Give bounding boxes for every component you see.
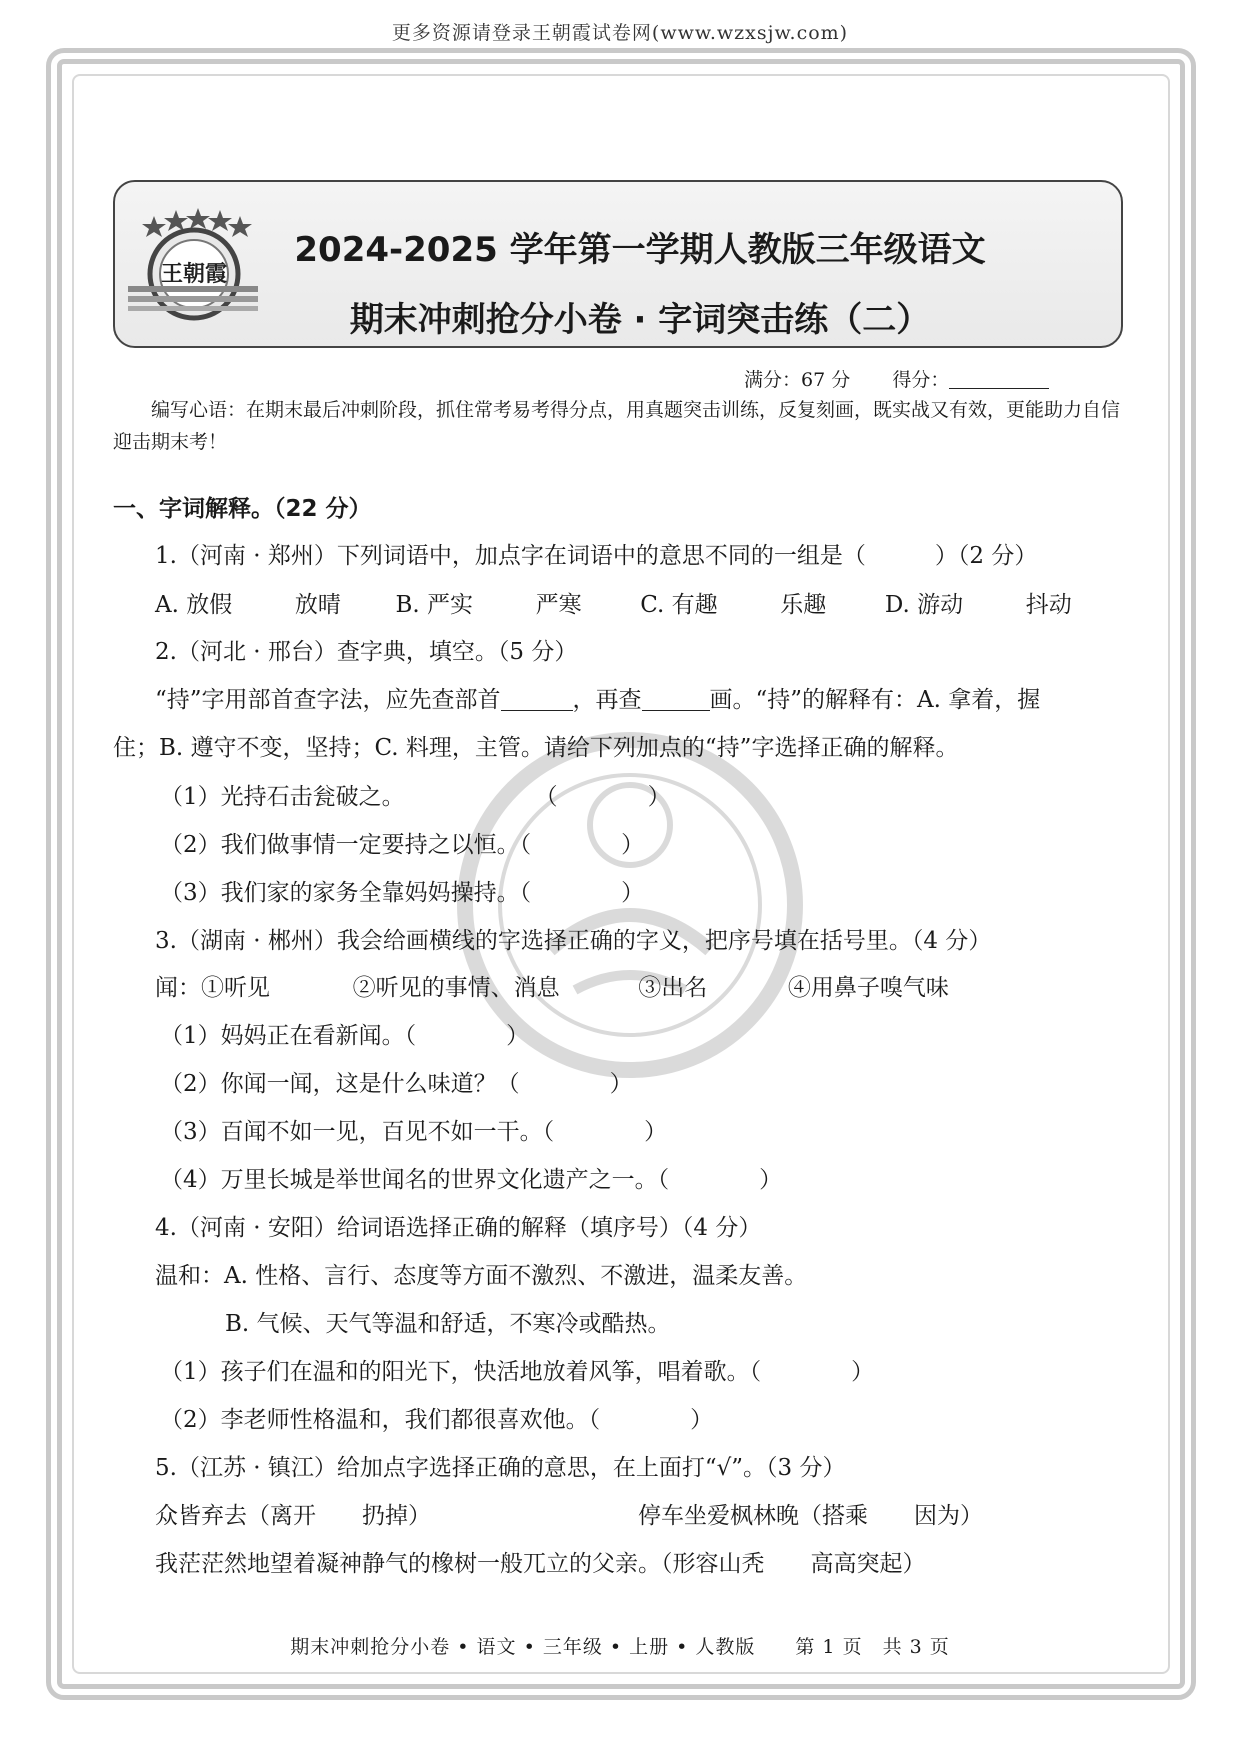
q3-def-1: ①听见 bbox=[201, 975, 270, 1001]
q2-sentence-2: （2）我们做事情一定要持之以恒。（ ） bbox=[160, 832, 645, 858]
q3-definitions bbox=[155, 973, 949, 1003]
q5-item-2: 停车坐爱枫林晚（搭乘 因为） bbox=[638, 1503, 983, 1529]
question-1-options bbox=[155, 590, 1072, 620]
page-title-line2: 期末冲刺抢分小卷 · 字词突击练（二） bbox=[349, 300, 931, 340]
question-1-stem: 1.（河南 · 郑州）下列词语中，加点字在词语中的意思不同的一组是（ ）（2 分） bbox=[155, 543, 1038, 569]
q5-item-3: 我茫茫然地望着凝神静气的橡树一般兀立的父亲。（形容山秃 高高突起） bbox=[155, 1551, 926, 1577]
stroke-blank[interactable] bbox=[642, 688, 710, 711]
q2-text-a: “持”字用部首查字法，应先查部首 bbox=[155, 687, 501, 713]
q3-def-3: ③出名 bbox=[638, 975, 708, 1001]
option-d2: 抖动 bbox=[1025, 592, 1072, 618]
intro-text: 编写心语：在期末最后冲刺阶段，抓住常考易考得分点，用真题突击训练，反复刻画，既实战又有效，更能助力自信迎击期末考！ bbox=[113, 399, 1121, 453]
q4-definition-a: 温和：A. 性格、言行、态度等方面不激烈、不激进，温柔友善。 bbox=[155, 1263, 808, 1289]
q3-sentence-2: （2）你闻一闻，这是什么味道？（ ） bbox=[160, 1071, 633, 1097]
question-2-para1 bbox=[155, 685, 1040, 715]
q3-sentence-4: （4）万里长城是举世闻名的世界文化遗产之一。（ ） bbox=[160, 1167, 783, 1193]
score-blank[interactable] bbox=[949, 368, 1049, 389]
score-label: 得分： bbox=[892, 369, 950, 391]
wangzhaoxia-logo bbox=[124, 208, 262, 328]
question-2-stem: 2.（河北 · 邢台）查字典，填空。（5 分） bbox=[155, 639, 578, 665]
full-score: 满分：67 分 bbox=[744, 369, 851, 391]
q3-word: 闻： bbox=[155, 975, 201, 1001]
q2-text-b: ，再查 bbox=[572, 687, 642, 713]
q5-item-1: 众皆弃去（离开 扔掉） bbox=[155, 1503, 431, 1529]
option-b[interactable]: B. 严实 bbox=[395, 592, 474, 618]
question-4-stem: 4.（河南 · 安阳）给词语选择正确的解释（填序号）（4 分） bbox=[155, 1215, 762, 1241]
option-c2: 乐趣 bbox=[780, 592, 827, 618]
q4-definition-b: B. 气候、天气等温和舒适，不寒冷或酷热。 bbox=[225, 1311, 671, 1337]
q3-def-2: ②听见的事情、消息 bbox=[352, 975, 560, 1001]
option-d[interactable]: D. 游动 bbox=[884, 592, 964, 618]
q2-sentence-3: （3）我们家的家务全靠妈妈操持。（ ） bbox=[160, 880, 645, 906]
page-footer: 期末冲刺抢分小卷 • 语文 • 三年级 • 上册 • 人教版 第 1 页 共 3 页 bbox=[290, 1636, 950, 1658]
q2-text-c: 画。“持”的解释有：A. 拿着，握 bbox=[709, 687, 1041, 713]
q3-sentence-1: （1）妈妈正在看新闻。（ ） bbox=[160, 1023, 530, 1049]
question-3-stem: 3.（湖南 · 郴州）我会给画横线的字选择正确的字义，把序号填在括号里。（4 分） bbox=[155, 928, 992, 954]
q4-sentence-2: （2）李老师性格温和，我们都很喜欢他。（ ） bbox=[160, 1407, 714, 1433]
q2-sentence-1: （1）光持石击瓮破之。 （ ） bbox=[160, 784, 671, 810]
q3-sentence-3: （3）百闻不如一见，百见不如一干。（ ） bbox=[160, 1119, 668, 1145]
radical-blank[interactable] bbox=[501, 688, 573, 711]
page-title-line1: 2024-2025 学年第一学期人教版三年级语文 bbox=[294, 230, 986, 270]
option-a[interactable]: A. 放假 bbox=[155, 592, 233, 618]
option-c[interactable]: C. 有趣 bbox=[640, 592, 718, 618]
option-b2: 严寒 bbox=[535, 592, 582, 618]
q4-sentence-1: （1）孩子们在温和的阳光下，快活地放着风筝，唱着歌。（ ） bbox=[160, 1359, 875, 1385]
option-a2: 放晴 bbox=[294, 592, 341, 618]
question-5-stem: 5.（江苏 · 镇江）给加点字选择正确的意思，在上面打“√”。（3 分） bbox=[155, 1455, 846, 1481]
score-line bbox=[744, 365, 1049, 392]
svg-text:王朝霞: 王朝霞 bbox=[160, 261, 228, 287]
question-2-para2: 住；B. 遵守不变，坚持；C. 料理，主管。请给下列加点的“持”字选择正确的解释。 bbox=[113, 735, 959, 761]
section-1-heading: 一、字词解释。（22 分） bbox=[113, 496, 372, 522]
resource-note: 更多资源请登录王朝霞试卷网(www.wzxsjw.com) bbox=[391, 22, 849, 44]
q3-def-4: ④用鼻子嗅气味 bbox=[787, 975, 949, 1001]
